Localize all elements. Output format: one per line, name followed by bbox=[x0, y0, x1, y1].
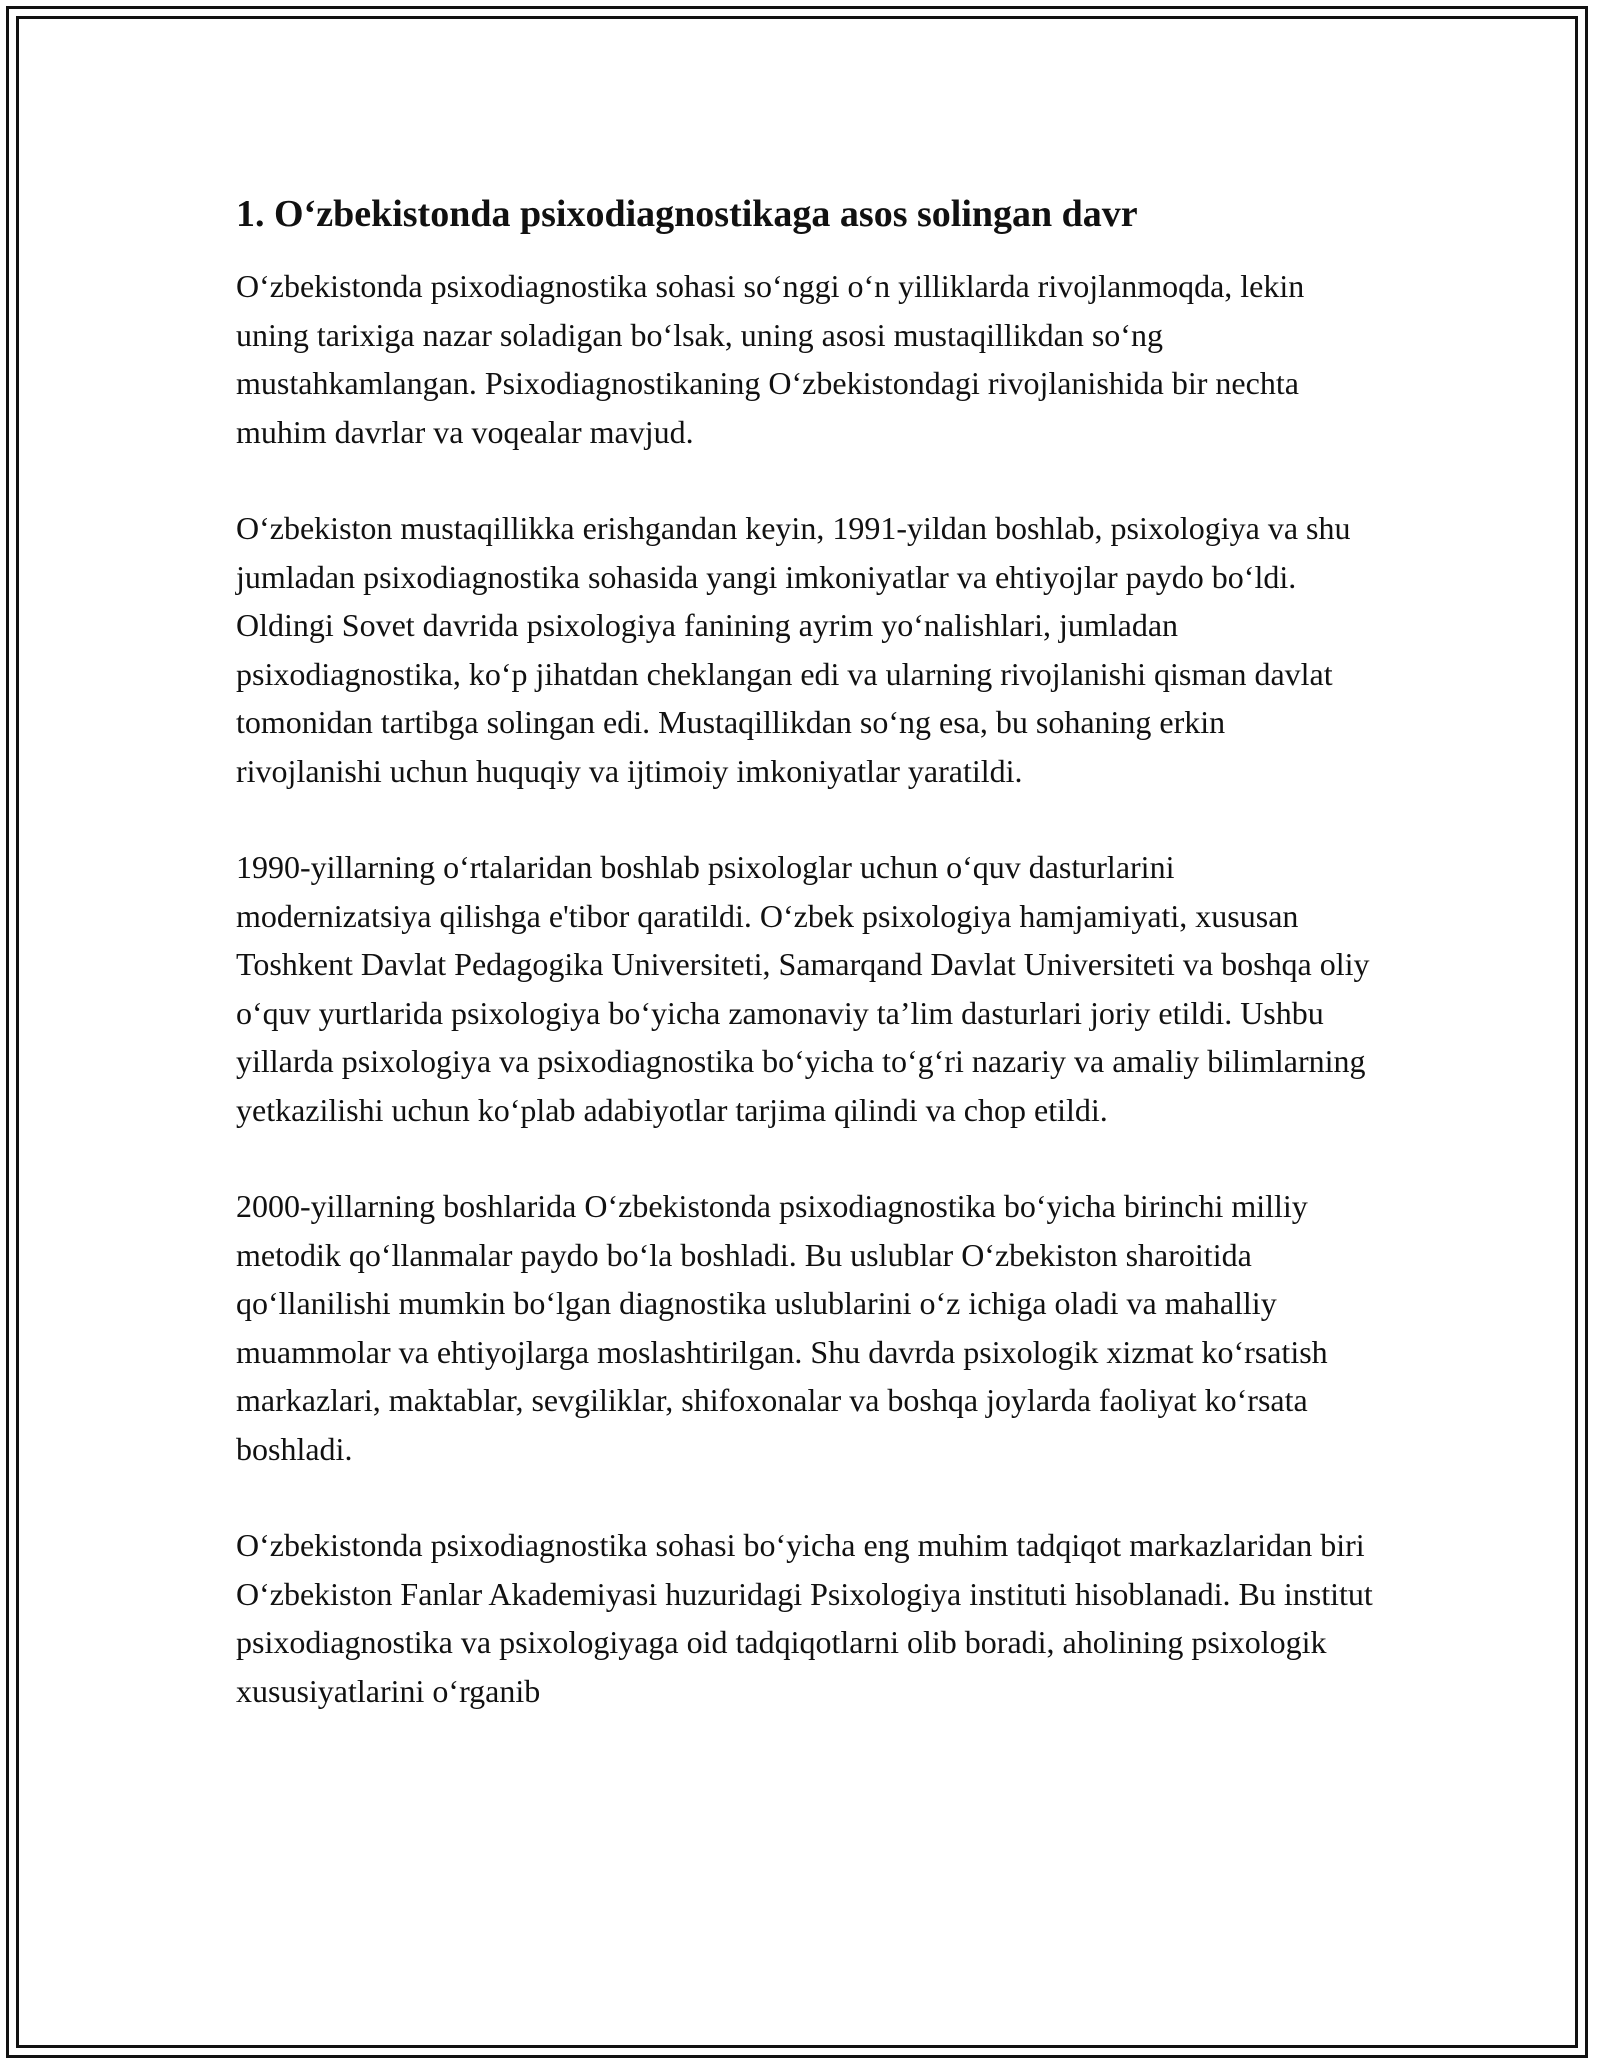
section-heading: 1. O‘zbekistonda psixodiagnostikaga asos solingan davr bbox=[236, 193, 1138, 235]
paragraph-1: O‘zbekistonda psixodiagnostika sohasi so‘nggi o‘n yilliklarda rivojlanmoqda, lekin uning tarixiga nazar soladigan bo‘lsak, uning asosi mustaqillikdan so‘ng mustahkamlangan. Psixodiagnostikaning O‘zbekistondagi rivojlanishida bir nechta muhim davrlar va voqealar mavjud. bbox=[236, 268, 1305, 450]
paragraph-5: O‘zbekistonda psixodiagnostika sohasi bo‘yicha eng muhim tadqiqot markazlaridan biri O‘zbekiston Fanlar Akademiyasi huzuridagi Psixologiya instituti hisoblanadi. Bu institut psixodiagnostika va psixologiyaga oid tadqiqotlarni olib boradi, aholining psixologik xususiyatlarini o‘rganib bbox=[236, 1527, 1373, 1709]
paragraph-2: O‘zbekiston mustaqillikka erishgandan keyin, 1991-yildan boshlab, psixologiya va shu jumladan psixodiagnostika sohasida yangi imkoniyatlar va ehtiyojlar paydo bo‘ldi. Oldingi Sovet davrida psixologiya fanining ayrim yo‘nalishlari, jumladan psixodiagnostika, ko‘p jihatdan cheklangan edi va ularning rivojlanishi qisman davlat tomonidan tartibga solingan edi. Mustaqillikdan so‘ng esa, bu sohaning erkin rivojlanishi uchun huquqiy va ijtimoiy imkoniyatlar yaratildi. bbox=[236, 510, 1351, 789]
paragraph-4: 2000-yillarning boshlarida O‘zbekistonda psixodiagnostika bo‘yicha birinchi milliy metodik qo‘llanmalar paydo bo‘la boshladi. Bu uslublar O‘zbekiston sharoitida qo‘llanilishi mumkin bo‘lgan diagnostika uslublarini o‘z ichiga oladi va mahalliy muammolar va ehtiyojlarga moslashtirilgan. Shu davrda psixologik xizmat ko‘rsatish markazlari, maktablar, sevgiliklar, shifoxonalar va boshqa joylarda faoliyat ko‘rsata boshladi. bbox=[236, 1188, 1328, 1467]
paragraph-3: 1990-yillarning o‘rtalaridan boshlab psixologlar uchun o‘quv dasturlarini modernizatsiya qilishga e'tibor qaratildi. O‘zbek psixologiya hamjamiyati, xususan Toshkent Davlat Pedagogika Universiteti, Samarqand Davlat Universiteti va boshqa oliy o‘quv yurtlarida psixologiya bo‘yicha zamonaviy ta’lim dasturlari joriy etildi. Ushbu yillarda psixologiya va psixodiagnostika bo‘yicha to‘g‘ri nazariy va amaliy bilimlarning yetkazilishi uchun ko‘plab adabiyotlar tarjima qilindi va chop etildi. bbox=[236, 849, 1370, 1128]
document-body bbox=[236, 188, 1376, 1763]
